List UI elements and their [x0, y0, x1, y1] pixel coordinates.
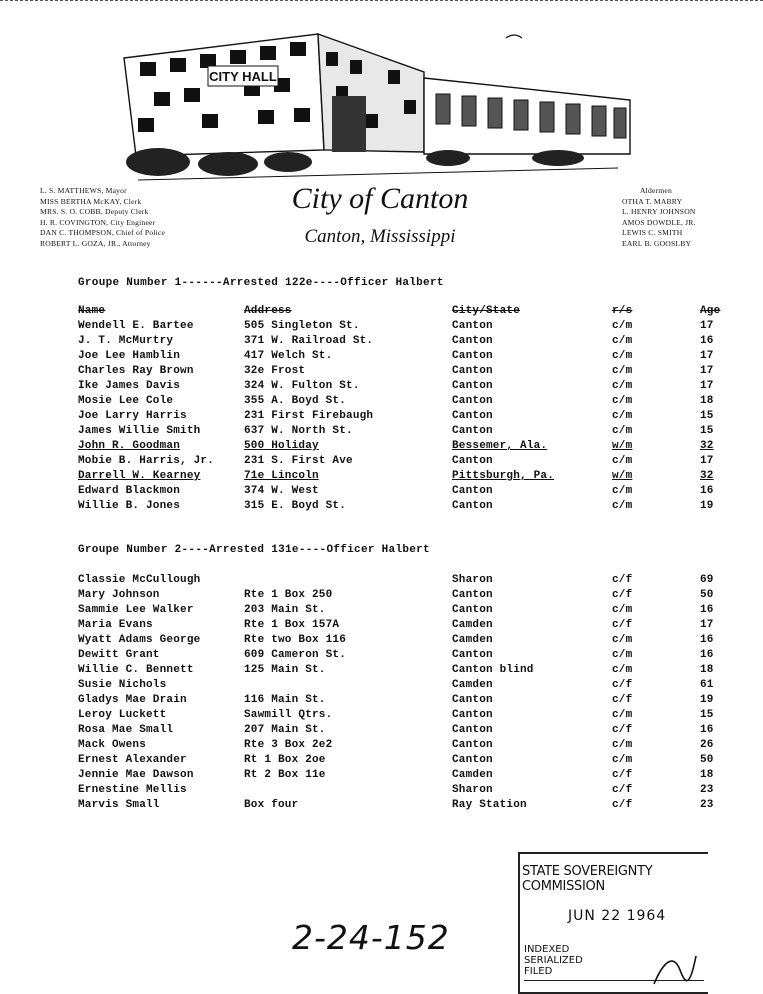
- cell-city: Canton: [452, 604, 493, 616]
- cell-city: Canton: [452, 320, 493, 332]
- table-row: [0, 769, 763, 784]
- table-row: [0, 604, 763, 619]
- cell-city: Canton: [452, 455, 493, 467]
- cell-city: Ray Station: [452, 799, 527, 811]
- cell-race-sex: c/m: [612, 739, 633, 751]
- letterhead-title: City of Canton: [291, 182, 469, 215]
- alderman-line: OTHA T. MABRY: [622, 196, 683, 206]
- table-row: [0, 694, 763, 709]
- cell-age: 16: [700, 485, 714, 497]
- cell-race-sex: c/m: [612, 634, 633, 646]
- cell-age: 50: [700, 754, 714, 766]
- cell-name: Willie B. Jones: [78, 500, 181, 512]
- cell-age: 17: [700, 350, 714, 362]
- cell-city: Canton: [452, 425, 493, 437]
- cell-city: Canton: [452, 410, 493, 422]
- table-row: [0, 470, 763, 485]
- cell-address: Rte 1 Box 250: [244, 589, 333, 601]
- cell-age: 16: [700, 335, 714, 347]
- cell-race-sex: c/f: [612, 784, 633, 796]
- cell-address: 371 W. Railroad St.: [244, 335, 374, 347]
- table-row: [0, 754, 763, 769]
- cell-address: Box four: [244, 799, 299, 811]
- cell-name: Edward Blackmon: [78, 485, 181, 497]
- perforation-edge: [0, 0, 763, 5]
- cell-name: Mary Johnson: [78, 589, 160, 601]
- cell-address: 203 Main St.: [244, 604, 326, 616]
- cell-city: Canton: [452, 754, 493, 766]
- table-row: [0, 799, 763, 814]
- table-row: [0, 619, 763, 634]
- cell-name: J. T. McMurtry: [78, 335, 174, 347]
- commission-stamp: [518, 852, 708, 994]
- cell-address: 637 W. North St.: [244, 425, 353, 437]
- cell-race-sex: c/m: [612, 649, 633, 661]
- stamp-heading: STATE SOVEREIGNTY COMMISSION: [522, 864, 653, 894]
- table-row: [0, 679, 763, 694]
- cell-city: Canton: [452, 649, 493, 661]
- cell-race-sex: c/f: [612, 799, 633, 811]
- cell-race-sex: c/f: [612, 619, 633, 631]
- city-hall-illustration: [118, 22, 638, 188]
- column-header-name: Name: [78, 305, 106, 317]
- cell-address: 324 W. Fulton St.: [244, 380, 360, 392]
- cell-age: 61: [700, 679, 714, 691]
- table-row: [0, 664, 763, 679]
- cell-age: 23: [700, 784, 714, 796]
- cell-city: Canton: [452, 485, 493, 497]
- stamp-label-serialized: SERIALIZED: [524, 955, 583, 966]
- cell-address: Sawmill Qtrs.: [244, 709, 333, 721]
- cell-age: 19: [700, 500, 714, 512]
- cell-city: Pittsburgh, Pa.: [452, 470, 555, 482]
- cell-name: Mobie B. Harris, Jr.: [78, 455, 215, 467]
- alderman-line: L. HENRY JOHNSON: [622, 207, 696, 216]
- official-line: H. R. COVINGTON, City Engineer: [40, 217, 156, 227]
- cell-city: Canton: [452, 709, 493, 721]
- alderman-line: AMOS DOWDLE, JR.: [622, 217, 696, 227]
- cell-race-sex: c/m: [612, 455, 633, 467]
- column-header-address: Address: [244, 305, 292, 317]
- cell-age: 18: [700, 769, 714, 781]
- letterhead-subtitle: Canton, Mississippi: [304, 226, 456, 247]
- cell-city: Canton: [452, 350, 493, 362]
- cell-race-sex: c/m: [612, 754, 633, 766]
- cell-name: Rosa Mae Small: [78, 724, 174, 736]
- cell-address: 32e Frost: [244, 365, 306, 377]
- table-row: [0, 739, 763, 754]
- table-row: [0, 350, 763, 365]
- cell-name: Mosie Lee Cole: [78, 395, 174, 407]
- cell-race-sex: c/m: [612, 365, 633, 377]
- table-row: [0, 485, 763, 500]
- cell-name: Ike James Davis: [78, 380, 181, 392]
- official-line: ROBERT L. GOZA, JR., Attorney: [40, 238, 151, 248]
- cell-age: 16: [700, 724, 714, 736]
- cell-city: Canton: [452, 589, 493, 601]
- cell-city: Camden: [452, 634, 493, 646]
- document-number: 2-24-152: [292, 918, 450, 957]
- column-header-race-sex: r/s: [612, 305, 633, 317]
- cell-age: 69: [700, 574, 714, 586]
- official-line: MISS BERTHA McKAY, Clerk: [40, 196, 142, 206]
- alderman-line: LEWIS C. SMITH: [622, 228, 683, 237]
- cell-address: Rt 1 Box 2oe: [244, 754, 326, 766]
- cell-age: 15: [700, 410, 714, 422]
- cell-race-sex: c/f: [612, 769, 633, 781]
- cell-name: Wyatt Adams George: [78, 634, 201, 646]
- cell-name: Dewitt Grant: [78, 649, 160, 661]
- cell-race-sex: c/m: [612, 485, 633, 497]
- cell-name: Charles Ray Brown: [78, 365, 194, 377]
- group1-column-headers: [0, 305, 763, 320]
- cell-age: 18: [700, 395, 714, 407]
- cell-name: Classie McCullough: [78, 574, 201, 586]
- cell-race-sex: c/m: [612, 604, 633, 616]
- cell-age: 16: [700, 634, 714, 646]
- cell-name: Joe Larry Harris: [78, 410, 187, 422]
- cell-race-sex: c/f: [612, 574, 633, 586]
- cell-race-sex: c/m: [612, 500, 633, 512]
- cell-city: Camden: [452, 679, 493, 691]
- cell-city: Sharon: [452, 784, 493, 796]
- cell-name: Wendell E. Bartee: [78, 320, 194, 332]
- official-line: L. S. MATTHEWS, Mayor: [40, 186, 127, 195]
- cell-address: 500 Holiday: [244, 440, 319, 452]
- cell-city: Canton: [452, 694, 493, 706]
- table-row: [0, 335, 763, 350]
- cell-name: Leroy Luckett: [78, 709, 167, 721]
- cell-age: 23: [700, 799, 714, 811]
- table-row: [0, 574, 763, 589]
- cell-age: 19: [700, 694, 714, 706]
- cell-age: 15: [700, 425, 714, 437]
- cell-name: John R. Goodman: [78, 440, 181, 452]
- cell-city: Canton: [452, 365, 493, 377]
- cell-age: 26: [700, 739, 714, 751]
- group1-heading: Groupe Number 1------Arrested 122e----Officer Halbert: [78, 277, 444, 289]
- cell-race-sex: c/m: [612, 664, 633, 676]
- cell-address: 116 Main St.: [244, 694, 326, 706]
- building-sign: CITY HALL: [209, 69, 277, 84]
- cell-city: Canton: [452, 395, 493, 407]
- table-row: [0, 455, 763, 470]
- cell-age: 32: [700, 440, 714, 452]
- stamp-date: JUN 22 1964: [568, 908, 667, 924]
- cell-age: 16: [700, 604, 714, 616]
- cell-name: Mack Owens: [78, 739, 147, 751]
- cell-race-sex: c/m: [612, 395, 633, 407]
- cell-race-sex: c/f: [612, 694, 633, 706]
- cell-age: 17: [700, 320, 714, 332]
- cell-name: Gladys Mae Drain: [78, 694, 187, 706]
- cell-city: Camden: [452, 769, 493, 781]
- cell-address: 231 First Firebaugh: [244, 410, 374, 422]
- cell-age: 17: [700, 455, 714, 467]
- cell-address: 505 Singleton St.: [244, 320, 360, 332]
- cell-address: 125 Main St.: [244, 664, 326, 676]
- cell-race-sex: c/m: [612, 320, 633, 332]
- table-row: [0, 440, 763, 455]
- cell-age: 17: [700, 365, 714, 377]
- cell-city: Bessemer, Ala.: [452, 440, 548, 452]
- cell-name: Darrell W. Kearney: [78, 470, 201, 482]
- cell-address: 207 Main St.: [244, 724, 326, 736]
- table-row: [0, 589, 763, 604]
- cell-age: 32: [700, 470, 714, 482]
- cell-age: 17: [700, 619, 714, 631]
- table-row: [0, 709, 763, 724]
- column-header-age: Age: [700, 305, 721, 317]
- table-row: [0, 365, 763, 380]
- cell-address: 231 S. First Ave: [244, 455, 353, 467]
- cell-race-sex: c/m: [612, 709, 633, 721]
- alderman-line: EARL B. GOOSLBY: [622, 238, 692, 248]
- cell-race-sex: c/m: [612, 425, 633, 437]
- table-row: [0, 724, 763, 739]
- cell-race-sex: c/f: [612, 589, 633, 601]
- cell-name: Willie C. Bennett: [78, 664, 194, 676]
- cell-city: Camden: [452, 619, 493, 631]
- group2-heading: Groupe Number 2----Arrested 131e----Officer Halbert: [78, 544, 430, 556]
- cell-name: Sammie Lee Walker: [78, 604, 194, 616]
- cell-city: Canton: [452, 739, 493, 751]
- cell-age: 16: [700, 649, 714, 661]
- cell-city: Sharon: [452, 574, 493, 586]
- cell-city: Canton: [452, 724, 493, 736]
- table-row: [0, 500, 763, 515]
- cell-address: Rte 3 Box 2e2: [244, 739, 333, 751]
- cell-address: 609 Cameron St.: [244, 649, 347, 661]
- cell-race-sex: c/f: [612, 679, 633, 691]
- cell-age: 18: [700, 664, 714, 676]
- official-line: MRS. S. O. COBB, Deputy Clerk: [40, 207, 149, 216]
- cell-race-sex: w/m: [612, 440, 633, 452]
- cell-city: Canton: [452, 380, 493, 392]
- stamp-label-filed: FILED: [524, 966, 553, 977]
- cell-race-sex: c/f: [612, 724, 633, 736]
- table-row: [0, 395, 763, 410]
- cell-name: Marvis Small: [78, 799, 160, 811]
- cell-race-sex: c/m: [612, 350, 633, 362]
- cell-address: 71e Lincoln: [244, 470, 319, 482]
- official-line: DAN C. THOMPSON, Chief of Police: [40, 228, 166, 237]
- cell-address: Rte 1 Box 157A: [244, 619, 340, 631]
- table-row: [0, 380, 763, 395]
- cell-name: Ernestine Mellis: [78, 784, 187, 796]
- stamp-label-indexed: INDEXED: [524, 944, 570, 955]
- cell-name: James Willie Smith: [78, 425, 201, 437]
- cell-age: 50: [700, 589, 714, 601]
- cell-city: Canton: [452, 500, 493, 512]
- table-row: [0, 634, 763, 649]
- cell-city: Canton blind: [452, 664, 534, 676]
- column-header-city: City/State: [452, 305, 521, 317]
- cell-name: Ernest Alexander: [78, 754, 187, 766]
- aldermen-list: [622, 186, 696, 249]
- cell-race-sex: c/m: [612, 335, 633, 347]
- cell-address: 374 W. West: [244, 485, 319, 497]
- table-row: [0, 784, 763, 799]
- cell-city: Canton: [452, 335, 493, 347]
- cell-name: Maria Evans: [78, 619, 153, 631]
- table-row: [0, 649, 763, 664]
- cell-address: 315 E. Boyd St.: [244, 500, 347, 512]
- cell-race-sex: w/m: [612, 470, 633, 482]
- initials-scribble: [650, 950, 700, 990]
- cell-race-sex: c/m: [612, 410, 633, 422]
- cell-address: 355 A. Boyd St.: [244, 395, 347, 407]
- cell-address: Rt 2 Box 11e: [244, 769, 326, 781]
- table-row: [0, 410, 763, 425]
- table-row: [0, 425, 763, 440]
- cell-age: 15: [700, 709, 714, 721]
- cell-race-sex: c/m: [612, 380, 633, 392]
- officials-list: [40, 186, 165, 249]
- cell-address: Rte two Box 116: [244, 634, 347, 646]
- cell-address: 417 Welch St.: [244, 350, 333, 362]
- cell-name: Susie Nichols: [78, 679, 167, 691]
- cell-name: Joe Lee Hamblin: [78, 350, 181, 362]
- cell-name: Jennie Mae Dawson: [78, 769, 194, 781]
- cell-age: 17: [700, 380, 714, 392]
- table-row: [0, 320, 763, 335]
- aldermen-heading: Aldermen: [640, 186, 672, 195]
